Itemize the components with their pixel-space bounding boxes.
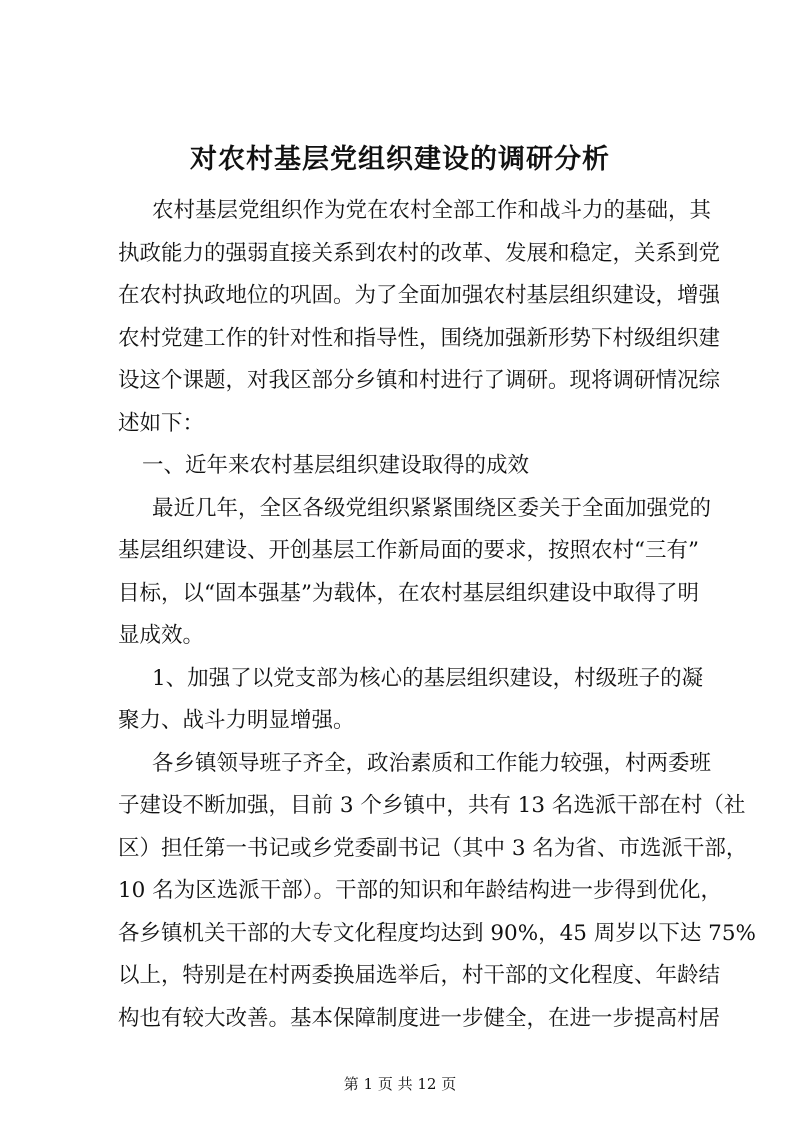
body-text-line: 设这个课题，对我区部分乡镇和村进行了调研。现将调研情况综 bbox=[118, 368, 721, 393]
page-footer: 第 1 页 共 12 页 bbox=[343, 1075, 457, 1093]
body-text-line: 基层组织建设、开创基层工作新局面的要求，按照农村“三有” bbox=[118, 538, 699, 563]
body-text-line: 农村基层党组织作为党在农村全部工作和战斗力的基础，其 bbox=[152, 198, 712, 223]
body-text-line: 区）担任第一书记或乡党委副书记（其中 3 名为省、市选派干部， bbox=[118, 835, 748, 861]
body-text-line: 各乡镇机关干部的大专文化程度均达到 90%，45 周岁以下达 75% bbox=[118, 920, 756, 946]
body-text-line: 显成效。 bbox=[118, 623, 205, 648]
document-body bbox=[118, 190, 756, 1040]
body-text-line: 各乡镇领导班子齐全，政治素质和工作能力较强，村两委班 bbox=[152, 750, 712, 776]
body-text-line: 以上，特别是在村两委换届选举后，村干部的文化程度、年龄结 bbox=[118, 963, 721, 988]
body-text-line: 农村党建工作的针对性和指导性，围绕加强新形势下村级组织建 bbox=[118, 325, 721, 351]
body-text-line: 执政能力的强弱直接关系到农村的改革、发展和稳定，关系到党 bbox=[118, 240, 721, 266]
body-text-line: 在农村执政地位的巩固。为了全面加强农村基层组织建设，增强 bbox=[118, 283, 721, 308]
body-text-line: 聚力、战斗力明显增强。 bbox=[118, 708, 355, 733]
body-text-line: 10 名为区选派干部）。干部的知识和年龄结构进一步得到优化， bbox=[118, 878, 722, 903]
body-text-line: 1、加强了以党支部为核心的基层组织建设，村级班子的凝 bbox=[152, 665, 704, 691]
section-heading: 一、近年来农村基层组织建设取得的成效 bbox=[142, 453, 530, 478]
body-text-line: 子建设不断加强，目前 3 个乡镇中，共有 13 名选派干部在村（社 bbox=[118, 793, 746, 818]
body-text-line: 最近几年，全区各级党组织紧紧围绕区委关于全面加强党的 bbox=[152, 495, 712, 521]
body-text-line: 述如下： bbox=[118, 410, 205, 436]
document-title: 对农村基层党组织建设的调研分析 bbox=[190, 144, 610, 175]
body-text-line: 目标，以“固本强基”为载体，在农村基层组织建设中取得了明 bbox=[118, 580, 699, 606]
body-text-line: 构也有较大改善。基本保障制度进一步健全，在进一步提高村居 bbox=[118, 1005, 721, 1031]
